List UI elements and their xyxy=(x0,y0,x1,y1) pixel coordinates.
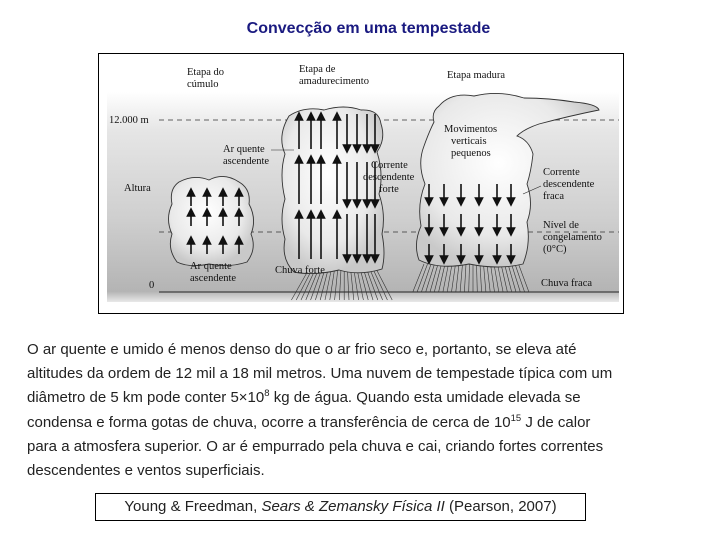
maturing-cloud xyxy=(282,107,384,274)
label-warm-air-1b: ascendente xyxy=(223,156,270,167)
label-freezing-3: (0°C) xyxy=(543,244,567,255)
label-weak-downdraft-1: Corrente xyxy=(543,167,580,178)
label-weak-downdraft-3: fraca xyxy=(543,191,564,202)
text: J de calor xyxy=(521,413,591,431)
label-warm-air-1a: Ar quente xyxy=(223,144,265,155)
description-paragraph xyxy=(27,338,707,483)
paragraph-line: descendentes e ventos superficiais. xyxy=(27,462,265,480)
axis-label-altura: Altura xyxy=(124,183,151,194)
axis-label-12000: 12.000 m xyxy=(109,115,149,126)
label-warm-air-2a: Ar quente xyxy=(190,261,232,272)
diagram-svg xyxy=(99,54,625,315)
label-stage-maturing-1: Etapa de xyxy=(299,64,336,75)
text: diâmetro de 5 km pode conter 5×10 xyxy=(27,389,265,407)
citation-publisher: (Pearson, 2007) xyxy=(444,498,557,515)
label-weak-downdraft-2: descendente xyxy=(543,179,595,190)
label-stage-maturing-2: amadurecimento xyxy=(299,76,369,87)
paragraph-line xyxy=(27,386,707,410)
paragraph-line xyxy=(27,411,707,435)
citation-authors: Young & Freedman, xyxy=(124,498,262,515)
label-freezing-2: congelamento xyxy=(543,232,602,243)
label-strong-downdraft-1: Corrente xyxy=(371,160,408,171)
cumulus-cloud xyxy=(169,176,254,265)
exponent: 8 xyxy=(264,388,270,400)
label-small-vertical-3: pequenos xyxy=(451,148,491,159)
label-small-vertical-1: Movimentos xyxy=(444,124,498,135)
label-strong-downdraft-3: forte xyxy=(379,184,399,195)
label-warm-air-2b: ascendente xyxy=(190,273,237,284)
citation-book: Sears & Zemansky Física II xyxy=(261,498,445,515)
paragraph-line: para a atmosfera superior. O ar é empurrado pela chuva e cai, criando fortes correntes xyxy=(27,437,604,455)
slide-title: Convecção em uma tempestade xyxy=(246,20,491,37)
label-freezing-1: Nível de xyxy=(543,220,579,231)
text: condensa e forma gotas de chuva, ocorre a transferência de cerca de 10 xyxy=(27,413,511,431)
text: kg de água. Quando esta umidade elevada se xyxy=(269,389,581,407)
thunderstorm-convection-diagram xyxy=(98,53,624,314)
exponent: 15 xyxy=(510,412,522,424)
label-light-rain: Chuva fraca xyxy=(541,278,593,289)
label-stage-cumulus-1: Etapa do xyxy=(187,67,225,78)
paragraph-line: altitudes da ordem de 12 mil a 18 mil metros. Uma nuvem de tempestade típica com um xyxy=(27,365,613,383)
axis-label-zero: 0 xyxy=(149,280,155,291)
paragraph-line: O ar quente e umido é menos denso do que o ar frio seco e, portanto, se eleva até xyxy=(27,341,577,358)
label-strong-downdraft-2: descendente xyxy=(363,172,415,183)
label-small-vertical-2: verticais xyxy=(451,136,487,147)
label-heavy-rain: Chuva forte xyxy=(275,265,325,276)
citation-box xyxy=(95,493,586,521)
label-stage-mature: Etapa madura xyxy=(447,70,506,81)
label-stage-cumulus-2: cúmulo xyxy=(187,79,219,90)
